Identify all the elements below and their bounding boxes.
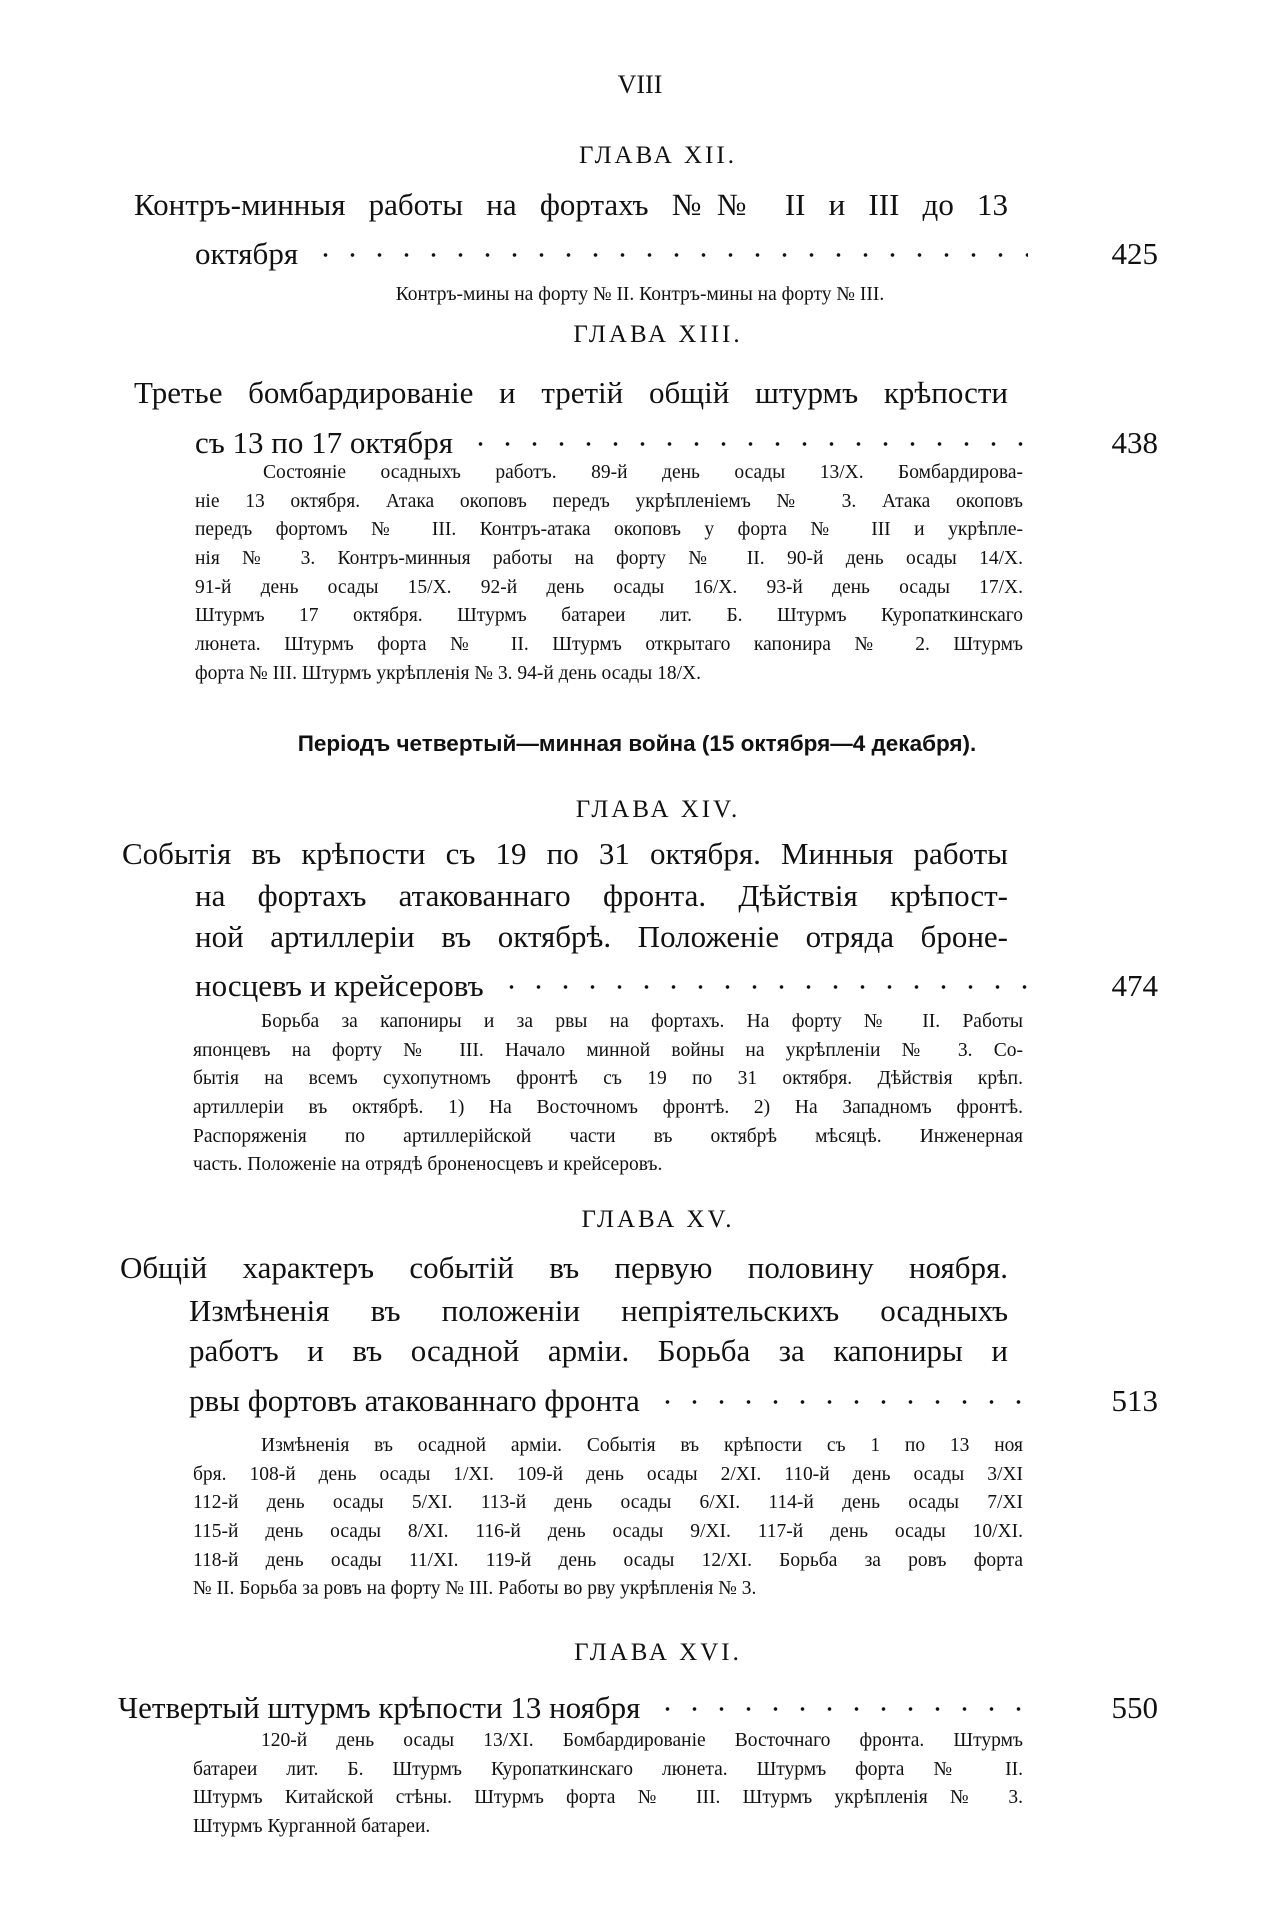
chapter-title-line: на фортахъ атакованнаго фронта. Дѣйствія крѣпост- bbox=[195, 878, 1008, 913]
summary-line: артиллеріи въ октябрѣ. 1) На Восточномъ фронтѣ. 2) На Западномъ фронтѣ. bbox=[193, 1097, 1023, 1119]
summary-line: Борьба за капониры и за рвы на фортахъ. На форту № II. Работы bbox=[261, 1011, 1023, 1032]
page-ref: 550 bbox=[1111, 1690, 1158, 1725]
chapter-title-line: Общій характеръ событій въ первую половину ноября. bbox=[120, 1250, 1008, 1285]
summary-line: передъ фортомъ № III. Контръ-атака окоповъ у форта № III и укрѣпле- bbox=[195, 519, 1023, 541]
summary-line: 112-й день осады 5/XI. 113-й день осады 6/XI. 114-й день осады 7/XI bbox=[193, 1492, 1023, 1514]
summary-line: Штурмъ Китайской стѣны. Штурмъ форта № III. Штурмъ укрѣпленія № 3. bbox=[193, 1787, 1023, 1809]
dot-leader bbox=[312, 224, 1028, 264]
chapter-summary: Контръ-мины на форту № II. Контръ-мины на форту № III. bbox=[395, 284, 885, 305]
chapter-title-line: октября bbox=[195, 236, 299, 271]
dot-leader bbox=[498, 956, 1028, 996]
chapter-heading: ГЛАВА XV. bbox=[581, 1206, 735, 1233]
summary-line: батареи лит. Б. Штурмъ Куропаткинскаго люнета. Штурмъ форта № II. bbox=[193, 1758, 1023, 1780]
page-number: VIII bbox=[617, 70, 663, 99]
page-ref: 438 bbox=[1111, 425, 1158, 460]
chapter-title-line: носцевъ и крейсеровъ bbox=[195, 968, 484, 1003]
toc-entry-line[interactable] bbox=[195, 224, 1158, 271]
summary-line: японцевъ на форту № III. Начало минной войны на укрѣпленіи № 3. Со- bbox=[193, 1039, 1023, 1061]
chapter-summary bbox=[193, 1432, 1023, 1604]
chapter-title-line: ной артиллеріи въ октябрѣ. Положеніе отряда броне- bbox=[195, 919, 1008, 954]
dot-leader bbox=[467, 413, 1028, 453]
chapter-title-line: работъ и въ осадной арміи. Борьба за капониры и bbox=[189, 1333, 1008, 1368]
chapter-title-line: рвы фортовъ атакованнаго фронта bbox=[189, 1383, 640, 1418]
summary-line: Измѣненія въ осадной арміи. Событія въ крѣпости съ 1 по 13 ноя bbox=[261, 1435, 1023, 1456]
summary-line: Штурмъ 17 октября. Штурмъ батареи лит. Б. Штурмъ Куропаткинскаго bbox=[195, 605, 1023, 627]
chapter-title-line: Измѣненія въ положеніи непріятельскихъ осадныхъ bbox=[189, 1293, 1008, 1328]
summary-line: люнета. Штурмъ форта № II. Штурмъ открытаго капонира № 2. Штурмъ bbox=[195, 634, 1023, 656]
chapter-heading: ГЛАВА XIII. bbox=[573, 321, 743, 348]
summary-line: Распоряженія по артиллерійской части въ октябрѣ мѣсяцѣ. Инженерная bbox=[193, 1125, 1023, 1147]
toc-entry-line[interactable] bbox=[118, 1678, 1158, 1725]
toc-entry-line[interactable] bbox=[189, 1371, 1158, 1418]
summary-line: № II. Борьба за ровъ на форту № III. Работы во рву укрѣпленія № 3. bbox=[193, 1578, 757, 1600]
page-ref: 425 bbox=[1111, 236, 1158, 271]
summary-line: 120-й день осады 13/XI. Бомбардированіе Восточнаго фронта. Штурмъ bbox=[261, 1730, 1023, 1751]
summary-line: Состояніе осадныхъ работъ. 89-й день осады 13/X. Бомбардирова- bbox=[263, 462, 1023, 483]
chapter-summary bbox=[193, 1008, 1023, 1180]
chapter-title-line: Контръ-минныя работы на фортахъ №№ II и III до 13 bbox=[134, 187, 1008, 222]
chapter-heading: ГЛАВА XVI. bbox=[574, 1639, 742, 1666]
period-heading: Періодъ четвертый—минная война (15 октября—4 декабря). bbox=[297, 731, 977, 756]
summary-line: часть. Положеніе на отрядѣ броненосцевъ и крейсеровъ. bbox=[193, 1154, 663, 1176]
chapter-title-line: Событія въ крѣпости съ 19 по 31 октября. Минныя работы bbox=[122, 836, 1008, 871]
chapter-heading: ГЛАВА XII. bbox=[579, 142, 737, 169]
summary-line: ніе 13 октября. Атака окоповъ передъ укрѣпленіемъ № 3. Атака окоповъ bbox=[195, 490, 1023, 512]
dot-leader bbox=[654, 1371, 1028, 1411]
chapter-summary bbox=[193, 1727, 1023, 1842]
summary-line: форта № III. Штурмъ укрѣпленія № 3. 94-й день осады 18/X. bbox=[195, 662, 702, 684]
chapter-heading: ГЛАВА XIV. bbox=[575, 796, 741, 823]
summary-line: 115-й день осады 8/XI. 116-й день осады 9/XI. 117-й день осады 10/XI. bbox=[193, 1521, 1023, 1543]
summary-line: Штурмъ Курганной батареи. bbox=[193, 1816, 431, 1838]
toc-entry-line[interactable] bbox=[195, 413, 1158, 460]
summary-line: бря. 108-й день осады 1/XI. 109-й день осады 2/XI. 110-й день осады 3/XI bbox=[193, 1463, 1023, 1485]
dot-leader bbox=[654, 1678, 1028, 1718]
summary-line: 91-й день осады 15/X. 92-й день осады 16/X. 93-й день осады 17/X. bbox=[195, 576, 1023, 598]
toc-entry-line[interactable] bbox=[195, 956, 1158, 1003]
summary-line: нія № 3. Контръ-минныя работы на форту № II. 90-й день осады 14/X. bbox=[195, 548, 1023, 570]
page-ref: 513 bbox=[1111, 1383, 1158, 1418]
summary-line: 118-й день осады 11/XI. 119-й день осады 12/XI. Борьба за ровъ форта bbox=[193, 1549, 1023, 1571]
chapter-title-line: съ 13 по 17 октября bbox=[195, 425, 453, 460]
chapter-title-line: Четвертый штурмъ крѣпости 13 ноября bbox=[118, 1690, 641, 1725]
summary-line: бытія на всемъ сухопутномъ фронтѣ съ 19 по 31 октября. Дѣйствія крѣп. bbox=[193, 1068, 1023, 1090]
chapter-summary bbox=[195, 459, 1023, 689]
chapter-title-line: Третье бомбардированіе и третій общій штурмъ крѣпости bbox=[134, 375, 1008, 410]
page-ref: 474 bbox=[1111, 968, 1158, 1003]
